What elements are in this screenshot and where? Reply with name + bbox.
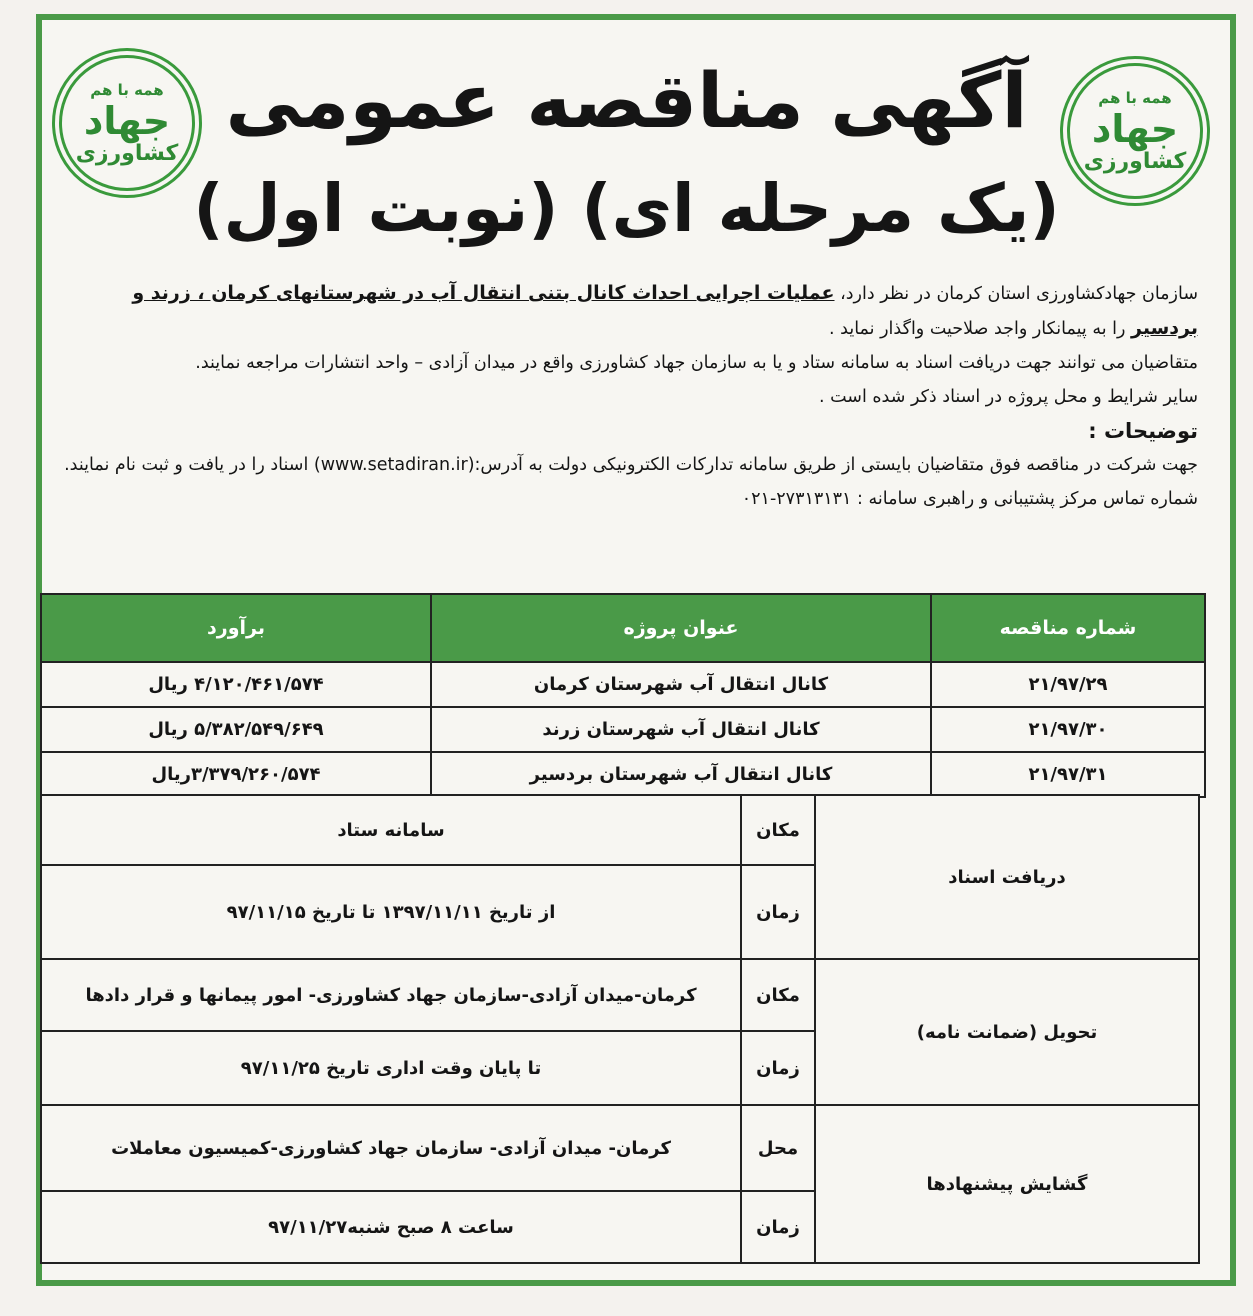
schedule-row: [41, 795, 1199, 865]
doc-receipt-place: سامانه ستاد: [41, 795, 741, 865]
time-label: زمان: [741, 1031, 815, 1105]
projects-table: [40, 593, 1206, 798]
opening-place: کرمان- میدان آزادی- سازمان جهاد کشاورزی-کمیسیون معاملات: [41, 1105, 741, 1191]
estimate: ۴/۱۲۰/۴۶۱/۵۷۴ ریال: [41, 662, 431, 707]
intro-text: سازمان جهادکشاورزی استان کرمان در نظر دارد،: [834, 284, 1198, 304]
tender-number: ۲۱/۹۷/۳۱: [931, 752, 1205, 797]
registration-paragraph: جهت شرکت در مناقصه فوق متقاضیان بایستی از طریق سامانه تدارکات الکترونیکی دولت به آدرس:(www.setadiran.ir) اسناد را در یافت و ثبت نام نمایند.: [64, 455, 1198, 475]
estimate: ۳/۳۷۹/۲۶۰/۵۷۴ریال: [41, 752, 431, 797]
intro-text-end: را به پیمانکار واجد صلاحیت واگذار نماید .: [829, 319, 1132, 339]
support-phone: شماره تماس مرکز پشتیبانی و راهبری سامانه : ۲۷۳۱۳۱۳۱-۰۲۱: [741, 489, 1198, 509]
col-estimate: برآورد: [41, 594, 431, 662]
doc-receipt-label: دریافت اسناد: [815, 795, 1199, 959]
logo-small-text: همه با هم: [90, 80, 164, 99]
time-label: زمان: [741, 1191, 815, 1263]
schedule-row: [41, 959, 1199, 1031]
table-row: [41, 707, 1205, 752]
delivery-time: تا پایان وقت اداری تاریخ ۹۷/۱۱/۲۵: [41, 1031, 741, 1105]
doc-receipt-time: از تاریخ ۱۳۹۷/۱۱/۱۱ تا تاریخ ۹۷/۱۱/۱۵: [41, 865, 741, 959]
opening-time: ساعت ۸ صبح شنبه۹۷/۱۱/۲۷: [41, 1191, 741, 1263]
place-label: مکان: [741, 959, 815, 1031]
notice-body: [60, 276, 1198, 516]
time-label: زمان: [741, 865, 815, 959]
notice-title: آگهی مناقصه عمومی: [225, 56, 1028, 145]
notice-subtitle: (یک مرحله ای) (نوبت اول): [193, 170, 1060, 247]
project-title: کانال انتقال آب شهرستان زرند: [431, 707, 931, 752]
project-title: کانال انتقال آب شهرستان بردسیر: [431, 752, 931, 797]
table-row: [41, 752, 1205, 797]
estimate: ۵/۳۸۲/۵۴۹/۶۴۹ ریال: [41, 707, 431, 752]
col-project-title: عنوان پروژه: [431, 594, 931, 662]
opening-label: گشایش پیشنهادها: [815, 1105, 1199, 1263]
applicants-paragraph: متقاضیان می توانند جهت دریافت اسناد به سامانه ستاد و یا به سازمان جهاد کشاورزی واقع در میدان آزادی – واحد انتشارات مراجعه نمایند.: [195, 353, 1198, 373]
intro-paragraph: [60, 276, 1198, 346]
delivery-place: کرمان-میدان آزادی-سازمان جهاد کشاورزی- امور پیمانها و قرار دادها: [41, 959, 741, 1031]
project-title: کانال انتقال آب شهرستان کرمان: [431, 662, 931, 707]
table-header-row: [41, 594, 1205, 662]
schedule-row: [41, 1105, 1199, 1191]
place-label: مکان: [741, 795, 815, 865]
col-tender-number: شماره مناقصه: [931, 594, 1205, 662]
logo-small-text: همه با هم: [1098, 88, 1172, 107]
place-label: محل: [741, 1105, 815, 1191]
table-row: [41, 662, 1205, 707]
tender-number: ۲۱/۹۷/۳۰: [931, 707, 1205, 752]
logo-sub-text: کشاورزی: [1083, 148, 1187, 174]
logo-big-text: جهاد: [83, 98, 171, 143]
logo-big-text: جهاد: [1091, 106, 1179, 151]
conditions-paragraph: سایر شرایط و محل پروژه در اسناد ذکر شده است .: [818, 387, 1198, 407]
tender-number: ۲۱/۹۷/۲۹: [931, 662, 1205, 707]
schedule-table: [40, 794, 1200, 1264]
notes-heading: توضیحات :: [1088, 419, 1198, 443]
logo-sub-text: کشاورزی: [75, 140, 179, 166]
delivery-label: تحویل (ضمانت نامه): [815, 959, 1199, 1105]
project-highlight: عملیات اجرایی احداث کانال بتنی انتقال آب در شهرستانهای کرمان ، زرند و بردسیر: [132, 282, 1198, 339]
